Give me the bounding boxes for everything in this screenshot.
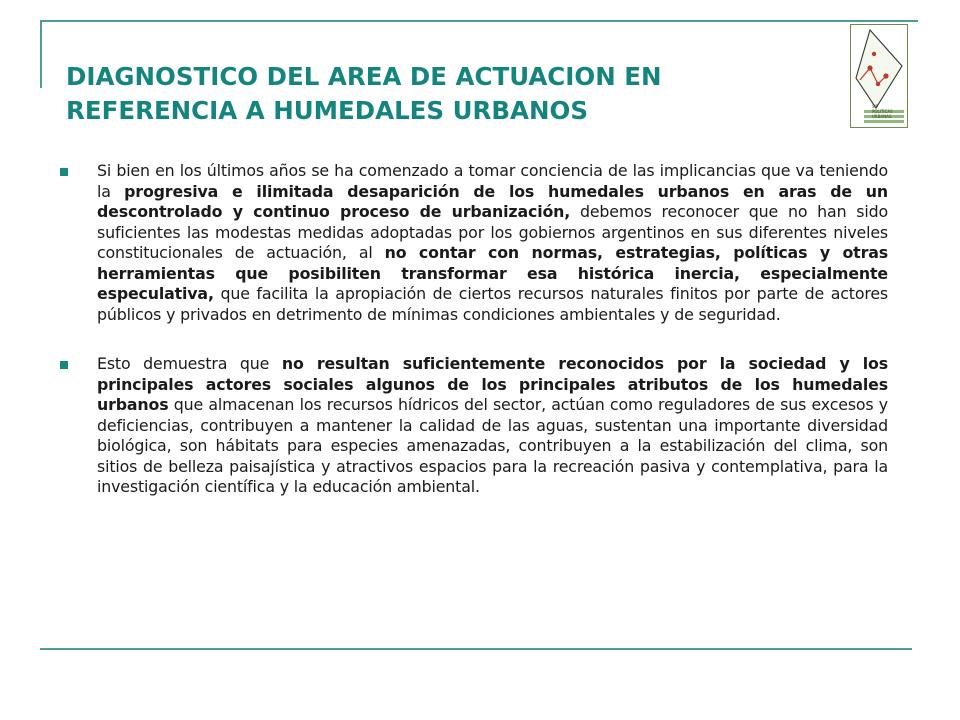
- logo-caption-line-1: SIP: [872, 104, 879, 109]
- bullet-1-text-2: debemos reconocer que no han sido suficientes las modestas medidas adoptadas por los gobiernos argentinos en sus diferentes niveles constitucionales de actuación, al: [97, 202, 888, 262]
- top-rule: [40, 20, 918, 22]
- bullet-list: [60, 161, 888, 498]
- left-rule: [40, 20, 42, 88]
- bullet-2-text-1: Esto demuestra que: [97, 354, 282, 373]
- square-bullet-icon: [60, 361, 68, 369]
- bullet-2-text-2: que almacenan los recursos hídricos del sector, actúan como reguladores de sus excesos y deficiencias, contribuyen a mantener la calidad de las aguas, sustentan una importante diversidad biológica, son hábitats para especies amenazadas, contribuyen a la estabilización del clima, son sitios de belleza paisajística y atractivos espacios para la recreación pasiva y contemplativa, para la investigación científica y la educación ambiental.: [97, 395, 888, 496]
- bullet-1-text-3: que facilita la apropiación de ciertos recursos naturales finitos por parte de actores públicos y privados en detrimento de mínimas condiciones ambientales y de seguridad.: [97, 284, 888, 324]
- bullet-item-2: [60, 354, 888, 498]
- square-bullet-icon: [60, 168, 68, 176]
- bullet-1-bold-2: no contar con normas, estrategias, políticas y otras herramientas que posibiliten transformar esa histórica inercia, especialmente especulativa,: [97, 243, 888, 303]
- slide-title-line-1: DIAGNOSTICO DEL AREA DE ACTUACION EN: [66, 62, 662, 91]
- bullet-1-bold-1: progresiva e ilimitada desaparición de los humedales urbanos en aras de un descontrolado y continuo proceso de urbanización,: [97, 181, 888, 221]
- bullet-1-text-1: Si bien en los últimos años se ha comenzado a tomar conciencia de las implicancias que va teniendo la: [97, 161, 888, 201]
- slide-title: [66, 60, 826, 128]
- bullet-item-1: [60, 161, 888, 325]
- logo-caption-line-3: URBANAS: [872, 114, 892, 119]
- bottom-rule: [40, 648, 912, 650]
- logo-caption-line-2: POLITICAS: [872, 109, 893, 114]
- map-logo-icon: [850, 24, 908, 128]
- bullet-2-bold-1: no resultan suficientemente reconocidos por la sociedad y los principales actores sociales algunos de los principales atributos de los humedales urbanos: [97, 354, 888, 414]
- slide-title-line-2: REFERENCIA A HUMEDALES URBANOS: [66, 96, 588, 125]
